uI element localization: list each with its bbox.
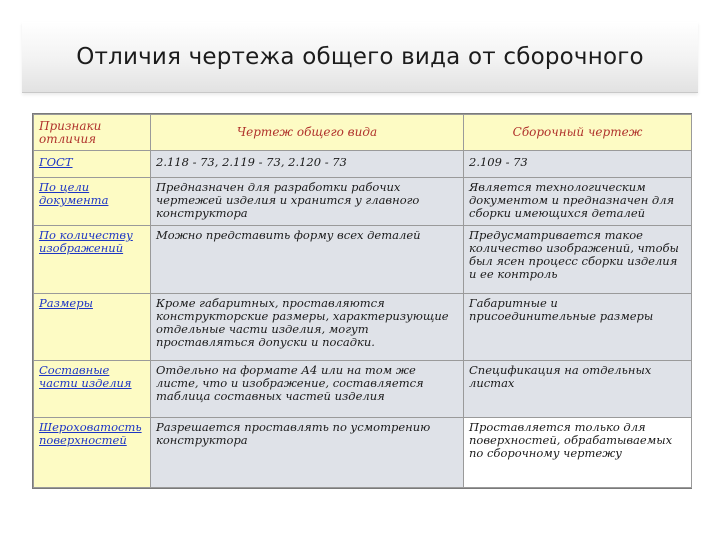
title-band [22, 22, 698, 93]
cell-general-roughness: Разрешается проставлять по усмотрению конструктора [151, 418, 464, 488]
row-label-purpose: По цели документа [34, 178, 151, 226]
table-row [34, 294, 692, 361]
header-assembly: Сборочный чертеж [464, 115, 692, 151]
table-header-row [34, 115, 692, 151]
row-label-gost: ГОСТ [34, 151, 151, 178]
table-row [34, 361, 692, 418]
cell-general-purpose: Предназначен для разработки рабочих чертежей изделия и хранится у главного конструктора [151, 178, 464, 226]
header-general-view: Чертеж общего вида [151, 115, 464, 151]
row-label-parts: Составные части изделия [34, 361, 151, 418]
cell-assembly-purpose: Является технологическим документом и предназначен для сборки имеющихся деталей [464, 178, 692, 226]
row-label-dimensions: Размеры [34, 294, 151, 361]
cell-general-images: Можно представить форму всех деталей [151, 226, 464, 294]
cell-general-dimensions: Кроме габаритных, проставляются конструкторские размеры, характеризующие отдельные части изделия, могут проставляться допуски и посадки. [151, 294, 464, 361]
comparison-table-grid [33, 114, 692, 488]
cell-assembly-roughness: Проставляется только для поверхностей, обрабатываемых по сборочному чертежу [464, 418, 692, 488]
cell-general-parts: Отдельно на формате А4 или на том же листе, что и изображение, составляется таблица составных частей изделия [151, 361, 464, 418]
cell-assembly-images: Предусматривается такое количество изображений, чтобы был ясен процесс сборки изделия и ее контроль [464, 226, 692, 294]
comparison-table [32, 113, 692, 489]
row-label-images: По количеству изображений [34, 226, 151, 294]
table-row [34, 418, 692, 488]
slide-title: Отличия чертежа общего вида от сборочного [76, 44, 644, 70]
table-row [34, 226, 692, 294]
cell-assembly-gost: 2.109 - 73 [464, 151, 692, 178]
cell-general-gost: 2.118 - 73, 2.119 - 73, 2.120 - 73 [151, 151, 464, 178]
header-criteria: Признаки отличия [34, 115, 151, 151]
cell-assembly-parts: Спецификация на отдельных листах [464, 361, 692, 418]
table-row [34, 178, 692, 226]
row-label-roughness: Шероховатость поверхностей [34, 418, 151, 488]
cell-assembly-dimensions: Габаритные и присоединительные размеры [464, 294, 692, 361]
table-row [34, 151, 692, 178]
